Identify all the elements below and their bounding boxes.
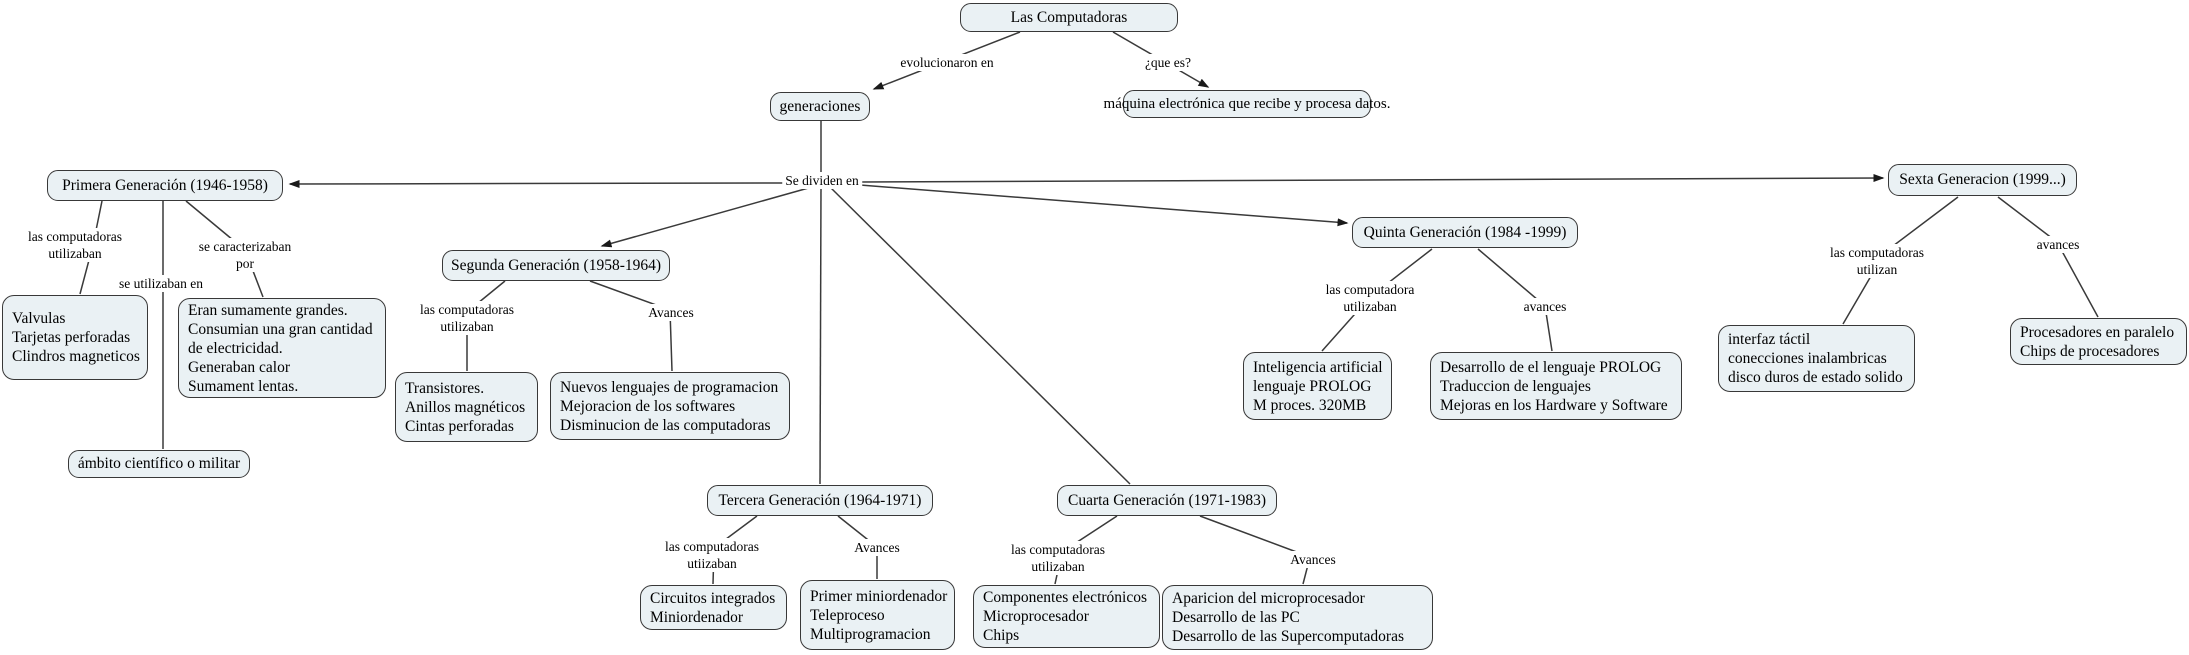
node-gen5-uso[interactable]	[1243, 352, 1392, 420]
leaf-line: Desarrollo de las Supercomputadoras	[1172, 628, 1405, 645]
edge-label-gen3-avances[interactable]: Avances	[851, 539, 902, 556]
leaf-line: Valvulas	[12, 310, 66, 327]
node-gen2-uso[interactable]	[395, 372, 538, 442]
edge-hub-gen2	[602, 187, 812, 246]
edge-label-line: las computadoras	[1829, 245, 1925, 260]
node-gen1-uso[interactable]	[2, 295, 148, 380]
leaf-line: Microprocesador	[983, 608, 1089, 625]
leaf-line: Chips de procesadores	[2020, 342, 2160, 360]
node-sexta-generacion[interactable]: Sexta Generacion (1999...)	[1888, 164, 2077, 196]
leaf-line: Aparicion del microprocesador	[1172, 590, 1365, 607]
leaf-line: interfaz táctil	[1728, 331, 1811, 348]
edge-label-gen4-avances[interactable]: Avances	[1287, 551, 1338, 568]
leaf-line: Multiprogramacion	[810, 625, 931, 643]
node-tercera-generacion[interactable]: Tercera Generación (1964-1971)	[707, 485, 933, 516]
edge-label-gen2-avances[interactable]: Avances	[645, 304, 696, 321]
edge-hub-gen5	[860, 185, 1347, 223]
leaf-line: Inteligencia artificial	[1253, 358, 1383, 376]
node-las-computadoras[interactable]: Las Computadoras	[960, 3, 1178, 32]
edge-label-line: las computadoras	[27, 229, 123, 244]
leaf-line: Componentes electrónicos	[983, 589, 1147, 606]
edge-label-gen1-uso[interactable]	[25, 228, 125, 262]
node-definicion[interactable]: máquina electrónica que recibe y procesa datos.	[1123, 90, 1371, 118]
edge-label-line: utilizaban	[440, 319, 494, 334]
edge-hub-gen6	[860, 178, 1883, 182]
edge-label-gen1-donde[interactable]: se utilizaban en	[116, 275, 206, 292]
node-gen6-uso[interactable]	[1718, 325, 1915, 392]
node-primera-generacion[interactable]: Primera Generación (1946-1958)	[47, 170, 283, 201]
node-gen2-avances[interactable]	[550, 372, 790, 440]
leaf-line: Mejoracion de los softwares	[560, 397, 736, 415]
node-gen4-uso[interactable]	[973, 585, 1160, 648]
leaf-line: Nuevos lenguajes de programacion	[560, 378, 779, 396]
leaf-line: Chips	[983, 627, 1020, 644]
leaf-line: Miniordenador	[650, 608, 743, 626]
leaf-line: Sumament lentas.	[188, 377, 299, 395]
edge-hub-gen1	[290, 183, 786, 184]
node-segunda-generacion[interactable]: Segunda Generación (1958-1964)	[442, 250, 670, 281]
leaf-line: disco duros de estado solido	[1728, 369, 1903, 386]
leaf-line: Desarrollo de las PC	[1172, 609, 1300, 626]
leaf-line: Tarjetas perforadas	[12, 329, 131, 346]
leaf-line: Primer miniordenador	[810, 587, 948, 605]
leaf-line: lenguaje PROLOG	[1253, 377, 1372, 395]
leaf-line: Desarrollo de el lenguaje PROLOG	[1440, 358, 1662, 376]
edge-label-gen3-uso[interactable]	[662, 538, 762, 572]
edge-gen2-avances	[590, 281, 672, 371]
edge-label-line: las computadoras	[419, 302, 515, 317]
edge-label-line: utilizaban	[48, 246, 102, 261]
leaf-line: Circuitos integrados	[650, 589, 776, 607]
edge-label-line: las computadoras	[664, 539, 760, 554]
leaf-line: Clindros magneticos	[12, 348, 140, 365]
node-quinta-generacion[interactable]: Quinta Generación (1984 -1999)	[1352, 217, 1578, 248]
edge-label-gen1-caracteristicas[interactable]	[196, 238, 295, 272]
leaf-line: Mejoras en los Hardware y Software	[1440, 396, 1668, 414]
edge-label-que-es[interactable]: ¿que es?	[1142, 54, 1194, 71]
leaf-line: M proces. 320MB	[1253, 396, 1367, 414]
edge-gen6-avances	[1998, 197, 2098, 317]
edge-label-line: utiizaban	[687, 556, 737, 571]
edge-label-gen5-uso[interactable]	[1323, 281, 1418, 315]
leaf-line: Transistores.	[405, 379, 485, 397]
leaf-line: Cintas perforadas	[405, 417, 514, 435]
edge-label-gen5-avances[interactable]: avances	[1521, 298, 1570, 315]
leaf-line: Teleproceso	[810, 606, 885, 624]
node-gen3-uso[interactable]	[640, 585, 787, 630]
edge-label-gen2-uso[interactable]	[417, 301, 517, 335]
edge-gen4-avances	[1200, 516, 1310, 584]
edge-label-line: las computadoras	[1010, 542, 1106, 557]
edge-label-gen6-uso[interactable]	[1827, 244, 1927, 278]
node-gen6-avances[interactable]	[2010, 318, 2187, 365]
node-gen4-avances[interactable]	[1162, 585, 1433, 650]
leaf-line: de electricidad.	[188, 339, 283, 357]
edge-label-line: se caracterizaban	[198, 239, 292, 254]
edge-hub-gen3	[820, 187, 821, 484]
edge-label-line: por	[236, 256, 254, 271]
leaf-line: Procesadores en paralelo	[2020, 323, 2175, 341]
node-gen1-caracteristicas[interactable]	[178, 298, 386, 398]
edge-label-evolucionaron-en[interactable]: evolucionaron en	[897, 54, 996, 71]
leaf-line: Traduccion de lenguajes	[1440, 377, 1591, 395]
node-generaciones[interactable]: generaciones	[770, 92, 870, 121]
edge-label-line: utilizan	[1856, 262, 1898, 277]
leaf-line: conecciones inalambricas	[1728, 350, 1887, 367]
node-gen5-avances[interactable]	[1430, 352, 1682, 420]
leaf-line: Disminucion de las computadoras	[560, 416, 771, 434]
edge-label-line: las computadora	[1325, 282, 1415, 297]
leaf-line: Consumian una gran cantidad	[188, 320, 373, 338]
edge-label-gen6-avances[interactable]: avances	[2034, 236, 2083, 253]
leaf-line: Anillos magnéticos	[405, 398, 526, 416]
edge-hub-gen4	[830, 187, 1130, 484]
node-gen3-avances[interactable]	[800, 580, 955, 650]
leaf-line: Eran sumamente grandes.	[188, 301, 348, 319]
leaf-line: Generaban calor	[188, 358, 290, 376]
node-gen1-ambito[interactable]: ámbito científico o militar	[68, 450, 250, 478]
edge-label-line: utilizaban	[1343, 299, 1397, 314]
edge-label-line: utilizaban	[1031, 559, 1085, 574]
edge-label-se-dividen-en[interactable]: Se dividen en	[782, 172, 862, 189]
edge-label-gen4-uso[interactable]	[1008, 541, 1108, 575]
node-cuarta-generacion[interactable]: Cuarta Generación (1971-1983)	[1057, 485, 1277, 516]
